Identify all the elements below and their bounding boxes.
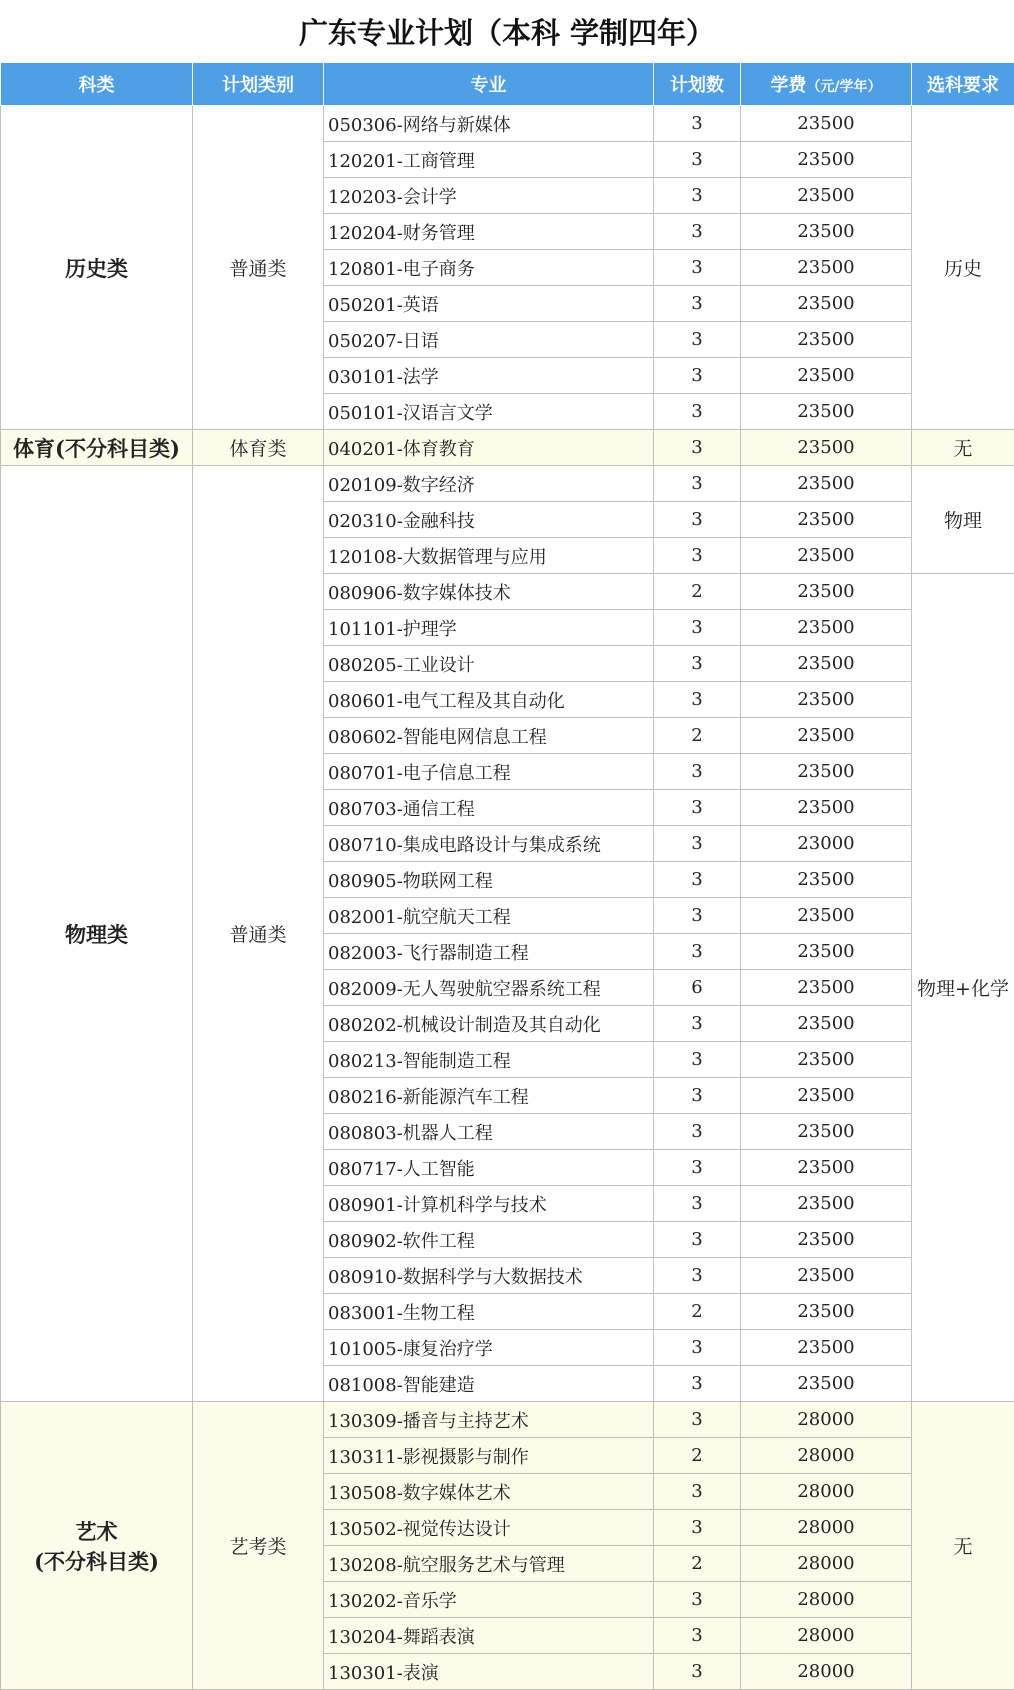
count-cell: 3 [654, 1654, 741, 1690]
fee-cell: 28000 [741, 1654, 912, 1690]
count-cell: 6 [654, 970, 741, 1006]
major-cell: 130309-播音与主持艺术 [324, 1402, 654, 1438]
fee-cell: 28000 [741, 1474, 912, 1510]
major-cell: 130204-舞蹈表演 [324, 1618, 654, 1654]
major-cell: 080701-电子信息工程 [324, 754, 654, 790]
requirement-cell: 物理+化学 [912, 574, 1014, 1402]
fee-cell: 28000 [741, 1582, 912, 1618]
count-cell: 3 [654, 1186, 741, 1222]
count-cell: 3 [654, 142, 741, 178]
count-cell: 3 [654, 1618, 741, 1654]
requirement-cell: 无 [912, 1402, 1014, 1690]
major-cell: 082001-航空航天工程 [324, 898, 654, 934]
count-cell: 3 [654, 1150, 741, 1186]
plan-type-cell: 艺考类 [193, 1402, 324, 1690]
plan-table [0, 62, 1014, 1690]
fee-cell: 23500 [741, 538, 912, 574]
major-cell: 101101-护理学 [324, 610, 654, 646]
major-cell: 050201-英语 [324, 286, 654, 322]
count-cell: 3 [654, 646, 741, 682]
major-cell: 082009-无人驾驶航空器系统工程 [324, 970, 654, 1006]
major-cell: 130208-航空服务艺术与管理 [324, 1546, 654, 1582]
count-cell: 3 [654, 682, 741, 718]
major-cell: 120203-会计学 [324, 178, 654, 214]
fee-cell: 23500 [741, 1366, 912, 1402]
count-cell: 3 [654, 1258, 741, 1294]
count-cell: 3 [654, 1114, 741, 1150]
count-cell: 3 [654, 862, 741, 898]
category-line-1: 艺术 [1, 1516, 192, 1546]
major-cell: 080902-软件工程 [324, 1222, 654, 1258]
count-cell: 3 [654, 466, 741, 502]
fee-cell: 23500 [741, 106, 912, 142]
count-cell: 3 [654, 502, 741, 538]
fee-cell: 23500 [741, 1042, 912, 1078]
fee-cell: 23500 [741, 142, 912, 178]
count-cell: 3 [654, 1510, 741, 1546]
major-cell: 040201-体育教育 [324, 430, 654, 466]
count-cell: 3 [654, 538, 741, 574]
count-cell: 3 [654, 106, 741, 142]
fee-cell: 23500 [741, 286, 912, 322]
plan-type-cell: 普通类 [193, 466, 324, 1402]
count-cell: 2 [654, 1438, 741, 1474]
fee-cell: 23500 [741, 430, 912, 466]
count-cell: 3 [654, 1330, 741, 1366]
fee-cell: 23500 [741, 250, 912, 286]
header-fee-label: 学费 [770, 75, 806, 96]
plan-type-cell: 普通类 [193, 106, 324, 430]
count-cell: 3 [654, 214, 741, 250]
major-cell: 080910-数据科学与大数据技术 [324, 1258, 654, 1294]
count-cell: 3 [654, 178, 741, 214]
major-cell: 050207-日语 [324, 322, 654, 358]
count-cell: 3 [654, 1042, 741, 1078]
major-cell: 080803-机器人工程 [324, 1114, 654, 1150]
fee-cell: 23500 [741, 502, 912, 538]
header-requirement: 选科要求 [912, 63, 1014, 106]
count-cell: 2 [654, 718, 741, 754]
requirement-cell: 历史 [912, 106, 1014, 430]
fee-cell: 28000 [741, 1510, 912, 1546]
major-cell: 080703-通信工程 [324, 790, 654, 826]
header-row [1, 63, 1014, 106]
fee-cell: 23500 [741, 1294, 912, 1330]
table-row [1, 106, 1014, 142]
major-cell: 120801-电子商务 [324, 250, 654, 286]
fee-cell: 23500 [741, 1222, 912, 1258]
header-major: 专业 [324, 63, 654, 106]
major-cell: 083001-生物工程 [324, 1294, 654, 1330]
count-cell: 3 [654, 322, 741, 358]
major-cell: 130508-数字媒体艺术 [324, 1474, 654, 1510]
fee-cell: 23500 [741, 1078, 912, 1114]
major-cell: 020310-金融科技 [324, 502, 654, 538]
plan-type-cell: 体育类 [193, 430, 324, 466]
major-cell: 080905-物联网工程 [324, 862, 654, 898]
fee-cell: 28000 [741, 1438, 912, 1474]
major-cell: 080717-人工智能 [324, 1150, 654, 1186]
count-cell: 3 [654, 1402, 741, 1438]
page-title: 广东专业计划（本科 学制四年） [0, 0, 1014, 62]
major-cell: 080906-数字媒体技术 [324, 574, 654, 610]
major-cell: 080710-集成电路设计与集成系统 [324, 826, 654, 862]
header-category: 科类 [1, 63, 193, 106]
count-cell: 3 [654, 1006, 741, 1042]
count-cell: 3 [654, 394, 741, 430]
fee-cell: 23500 [741, 682, 912, 718]
major-cell: 050306-网络与新媒体 [324, 106, 654, 142]
fee-cell: 23500 [741, 790, 912, 826]
category-cell: 体育(不分科目类) [1, 430, 193, 466]
major-cell: 120108-大数据管理与应用 [324, 538, 654, 574]
header-plan-count: 计划数 [654, 63, 741, 106]
fee-cell: 28000 [741, 1618, 912, 1654]
count-cell: 3 [654, 1474, 741, 1510]
fee-cell: 23500 [741, 394, 912, 430]
count-cell: 3 [654, 934, 741, 970]
fee-cell: 23500 [741, 1330, 912, 1366]
category-cell [1, 1402, 193, 1690]
major-cell: 020109-数字经济 [324, 466, 654, 502]
fee-cell: 23500 [741, 1258, 912, 1294]
fee-cell: 23500 [741, 1006, 912, 1042]
count-cell: 3 [654, 898, 741, 934]
fee-cell: 23500 [741, 898, 912, 934]
major-cell: 130301-表演 [324, 1654, 654, 1690]
category-line-2: (不分科目类) [1, 1546, 192, 1576]
table-row [1, 1402, 1014, 1438]
count-cell: 3 [654, 1078, 741, 1114]
header-fee-unit: （元/学年） [806, 79, 881, 95]
major-cell: 080213-智能制造工程 [324, 1042, 654, 1078]
table-row [1, 466, 1014, 502]
fee-cell: 23500 [741, 934, 912, 970]
major-cell: 080216-新能源汽车工程 [324, 1078, 654, 1114]
fee-cell: 23500 [741, 322, 912, 358]
major-cell: 130311-影视摄影与制作 [324, 1438, 654, 1474]
fee-cell: 23500 [741, 718, 912, 754]
count-cell: 3 [654, 1366, 741, 1402]
count-cell: 3 [654, 1222, 741, 1258]
header-plan-type: 计划类别 [193, 63, 324, 106]
fee-cell: 23500 [741, 214, 912, 250]
fee-cell: 23500 [741, 646, 912, 682]
count-cell: 2 [654, 574, 741, 610]
fee-cell: 23500 [741, 754, 912, 790]
count-cell: 3 [654, 790, 741, 826]
major-cell: 080205-工业设计 [324, 646, 654, 682]
fee-cell: 23500 [741, 466, 912, 502]
count-cell: 2 [654, 1294, 741, 1330]
major-cell: 080602-智能电网信息工程 [324, 718, 654, 754]
table-row [1, 430, 1014, 466]
major-cell: 082003-飞行器制造工程 [324, 934, 654, 970]
fee-cell: 23500 [741, 574, 912, 610]
major-cell: 080202-机械设计制造及其自动化 [324, 1006, 654, 1042]
category-cell: 历史类 [1, 106, 193, 430]
major-cell: 080901-计算机科学与技术 [324, 1186, 654, 1222]
count-cell: 3 [654, 430, 741, 466]
major-cell: 120201-工商管理 [324, 142, 654, 178]
major-cell: 130202-音乐学 [324, 1582, 654, 1618]
major-cell: 030101-法学 [324, 358, 654, 394]
major-cell: 120204-财务管理 [324, 214, 654, 250]
header-fee [741, 63, 912, 106]
fee-cell: 23500 [741, 1186, 912, 1222]
count-cell: 3 [654, 754, 741, 790]
fee-cell: 23500 [741, 1114, 912, 1150]
major-cell: 050101-汉语言文学 [324, 394, 654, 430]
fee-cell: 23500 [741, 610, 912, 646]
fee-cell: 23000 [741, 826, 912, 862]
fee-cell: 23500 [741, 358, 912, 394]
requirement-cell: 无 [912, 430, 1014, 466]
count-cell: 2 [654, 1546, 741, 1582]
count-cell: 3 [654, 358, 741, 394]
fee-cell: 23500 [741, 178, 912, 214]
fee-cell: 28000 [741, 1402, 912, 1438]
major-cell: 080601-电气工程及其自动化 [324, 682, 654, 718]
count-cell: 3 [654, 610, 741, 646]
requirement-cell: 物理 [912, 466, 1014, 574]
fee-cell: 23500 [741, 970, 912, 1006]
fee-cell: 23500 [741, 862, 912, 898]
major-cell: 130502-视觉传达设计 [324, 1510, 654, 1546]
count-cell: 3 [654, 286, 741, 322]
fee-cell: 28000 [741, 1546, 912, 1582]
count-cell: 3 [654, 250, 741, 286]
fee-cell: 23500 [741, 1150, 912, 1186]
category-cell: 物理类 [1, 466, 193, 1402]
major-cell: 081008-智能建造 [324, 1366, 654, 1402]
count-cell: 3 [654, 1582, 741, 1618]
count-cell: 3 [654, 826, 741, 862]
major-cell: 101005-康复治疗学 [324, 1330, 654, 1366]
